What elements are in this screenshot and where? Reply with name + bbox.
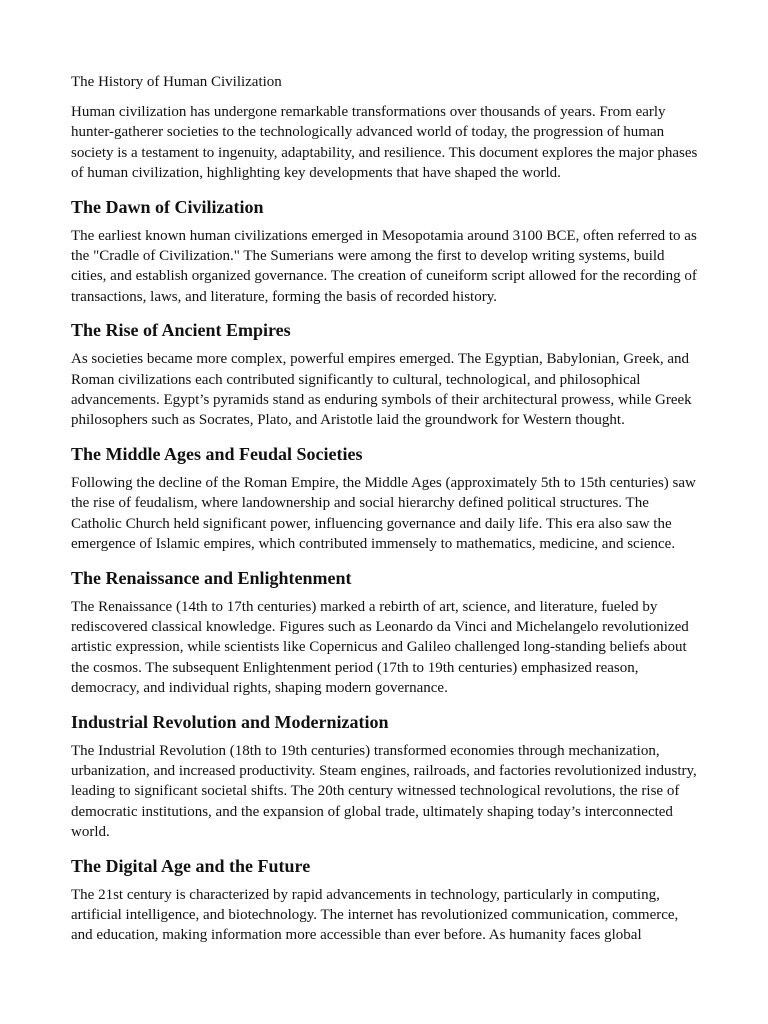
section-rise-of-ancient-empires [71, 319, 699, 431]
section-heading: The Rise of Ancient Empires [71, 320, 291, 341]
section-middle-ages [71, 443, 699, 555]
section-paragraph: The earliest known human civilizations emerged in Mesopotamia around 3100 BCE, often referred to as the "Cradle of Civilization." The Sumerians were among the first to develop writing systems, build cities, and establish organized governance. The creation of cuneiform script allowed for the recording of transactions, laws, and literature, forming the basis of recorded history. [71, 227, 697, 305]
section-paragraph: The Renaissance (14th to 17th centuries) marked a rebirth of art, science, and literature, fueled by rediscovered classical knowledge. Figures such as Leonardo da Vinci and Michelangelo revolutionized artistic expression, while scientists like Copernicus and Galileo challenged long-standing beliefs about the cosmos. The subsequent Enlightenment period (17th to 19th centuries) emphasized reason, democracy, and individual rights, shaping modern governance. [71, 598, 689, 697]
section-heading: The Renaissance and Enlightenment [71, 567, 352, 588]
document-page [71, 72, 699, 955]
document-title: The History of Human Civilization [71, 74, 282, 90]
section-industrial-revolution [71, 711, 699, 843]
section-renaissance-enlightenment [71, 567, 699, 699]
section-paragraph: As societies became more complex, powerful empires emerged. The Egyptian, Babylonian, Greek, and Roman civilizations each contributed significantly to cultural, technological, and philosophical advancements. Egypt’s pyramids stand as enduring symbols of their architectural prowess, while Greek philosophers such as Socrates, Plato, and Aristotle laid the groundwork for Western thought. [71, 351, 692, 429]
section-paragraph: Following the decline of the Roman Empire, the Middle Ages (approximately 5th to 15th centuries) saw the rise of feudalism, where landownership and social hierarchy defined political structures. The Catholic Church held significant power, influencing governance and daily life. This era also saw the emergence of Islamic empires, which contributed immensely to mathematics, medicine, and science. [71, 474, 696, 553]
section-paragraph: The Industrial Revolution (18th to 19th centuries) transformed economies through mechanization, urbanization, and increased productivity. Steam engines, railroads, and factories revolutionized industry, leading to significant societal shifts. The 20th century witnessed technological revolutions, the rise of democratic institutions, and the expansion of global trade, ultimately shaping today’s interconnected world. [71, 742, 697, 841]
section-digital-age [71, 855, 699, 946]
section-paragraph: The 21st century is characterized by rapid advancements in technology, particularly in computing, artificial intelligence, and biotechnology. The internet has revolutionized communication, commerce, and education, making information more accessible than ever before. As humanity faces global [71, 886, 679, 944]
section-dawn-of-civilization [71, 196, 699, 308]
section-heading: The Middle Ages and Feudal Societies [71, 443, 363, 464]
section-heading: The Dawn of Civilization [71, 196, 264, 217]
section-heading: Industrial Revolution and Modernization [71, 711, 389, 732]
intro-paragraph: Human civilization has undergone remarkable transformations over thousands of years. From early hunter-gatherer societies to the technologically advanced world of today, the progression of human society is a testament to ingenuity, adaptability, and resilience. This document explores the major phases of human civilization, highlighting key developments that have shaped the world. [71, 104, 698, 182]
section-heading: The Digital Age and the Future [71, 855, 311, 876]
